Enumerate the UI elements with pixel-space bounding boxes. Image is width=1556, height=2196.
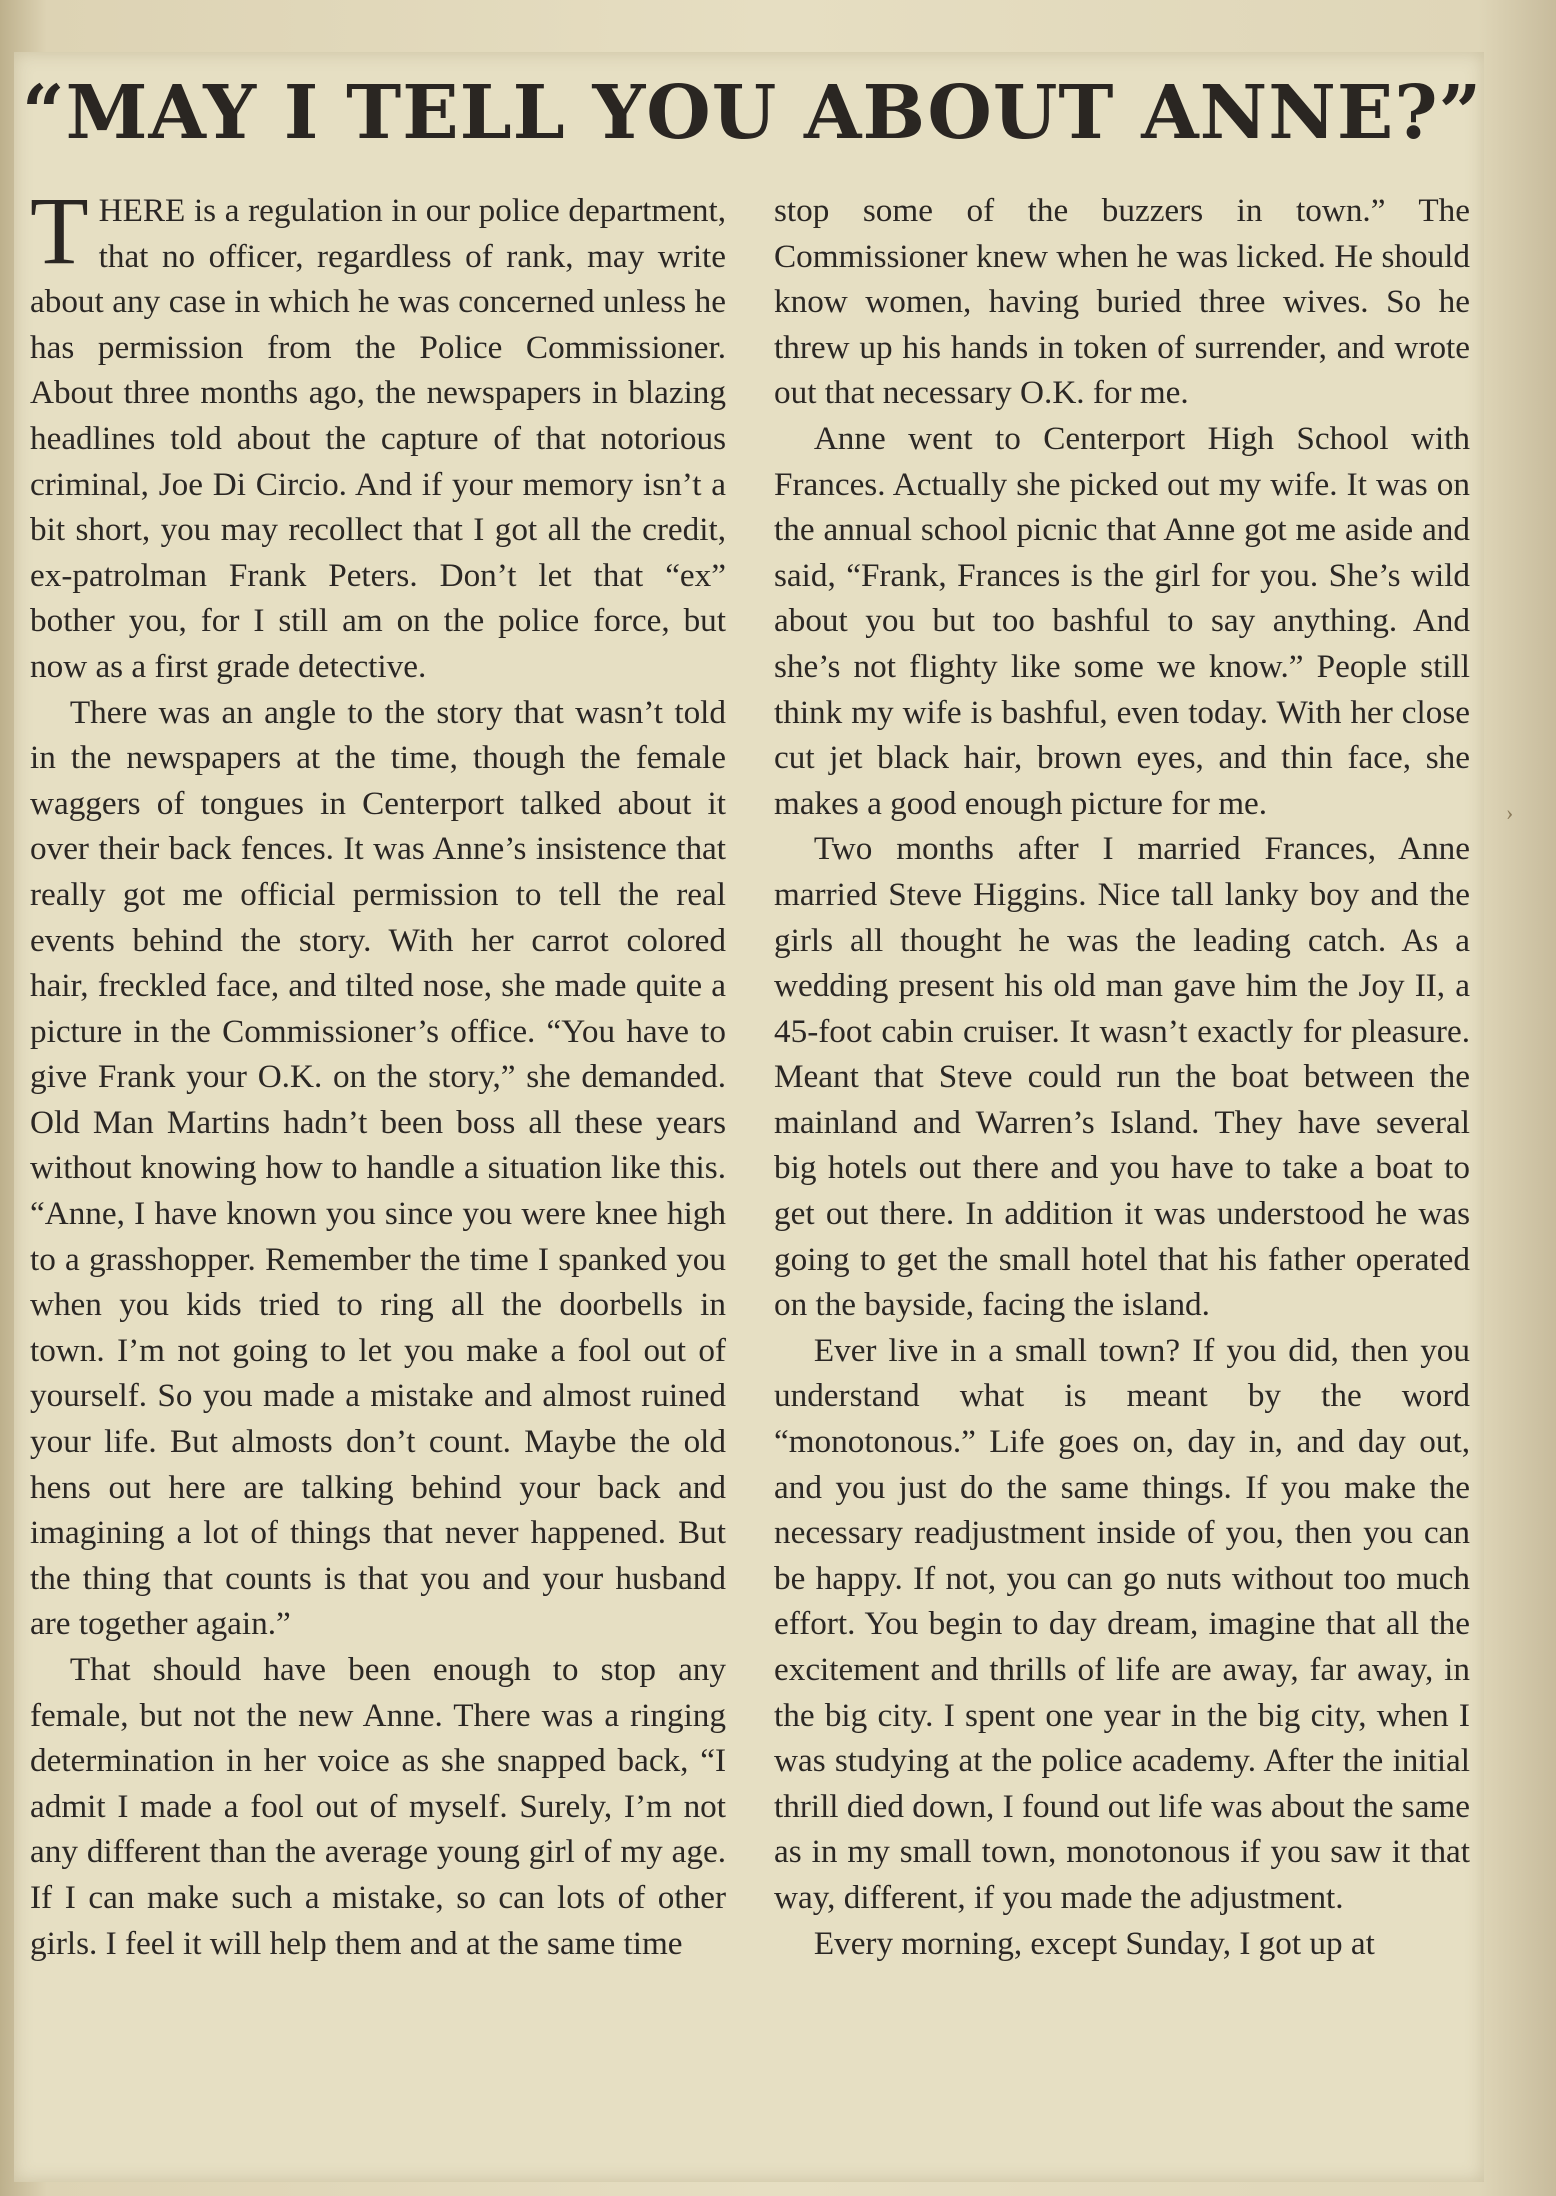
paragraph: Every morning, except Sunday, I got up at	[813, 1924, 1375, 1962]
story-title: “MAY I TELL YOU ABOUT ANNE?”	[22, 70, 1483, 156]
drop-cap: T	[30, 177, 89, 284]
paragraph: There was an angle to the story that wasn’t told in the newspapers at the time, though the female waggers of tongues in Centerport talked about it over their back fences. It was Anne’s insistence that really got me official permission to tell the real events behind the story. With her carrot colored hair, freckled face, and tilted nose, she made quite a picture in the Commissioner’s office. “You have to give Frank your O.K. on the story,” she demanded. Old Man Martins hadn’t been boss all these years without knowing how to handle a situation like this. “Anne, I have known you since you were knee high to a grasshopper. Remember the time I spanked you when you kids tried to ring all the doorbells in town. I’m not going to let you make a fool out of yourself. So you made a mistake and almost ruined your life. But almosts don’t count. Maybe the old hens out here are talking behind your back and imagining a lot of things that never happened. But the thing that counts is that you and your husband are together again.”	[30, 693, 726, 1643]
right-column	[774, 188, 1470, 1966]
paragraph: Ever live in a small town? If you did, then you understand what is meant by the word “monotonous.” Life goes on, day in, and day out, and you just do the same things. If you make the necessary readjustment inside of you, then you can be happy. If not, you can go nuts without too much effort. You begin to day dream, imagine that all the excitement and thrills of life are away, far away, in the big city. I spent one year in the big city, when I was studying at the police academy. After the initial thrill died down, I found out life was about the same as in my small town, monotonous if you saw it that way, different, if you made the adjustment.	[774, 1331, 1470, 1916]
paragraph: Two months after I married Frances, Anne married Steve Higgins. Nice tall lanky boy and the girls all thought he was the leading catch. As a wedding present his old man gave him the Joy II, a 45-foot cabin cruiser. It wasn’t exactly for pleasure. Meant that Steve could run the boat between the mainland and Warren’s Island. They have several big hotels out there and you have to take a boat to get out there. In addition it was understood he was going to get the small hotel that his father operated on the bayside, facing the island.	[774, 830, 1470, 1324]
paragraph-text: HERE is a regulation in our police department, that no officer, regardless of rank, may write about any case in which he was concerned unless he has permission from the Police Commissioner. About three months ago, the newspapers in blazing headlines told about the capture of that notorious criminal, Joe Di Circio. And if your memory isn’t a bit short, you may recollect that I got all the credit, ex-patrolman Frank Peters. Don’t let that “ex” bother you, for I still am on the police force, but now as a first grade detective.	[30, 192, 726, 685]
paragraph: stop some of the buzzers in town.” The Commissioner knew when he was licked. He should know women, having buried three wives. So he threw up his hands in token of surrender, and wrote out that necessary O.K. for me.	[774, 192, 1470, 412]
paragraph: That should have been enough to stop any female, but not the new Anne. There was a ringing determination in her voice as she snapped back, “I admit I made a fool out of myself. Surely, I’m not any different than the average young girl of my age. If I can make such a mistake, so can lots of other girls. I feel it will help them and at the same time	[30, 1651, 726, 1962]
paragraph	[30, 177, 726, 690]
paragraph: Anne went to Centerport High School with Frances. Actually she picked out my wife. It was on the annual school picnic that Anne got me aside and said, “Frank, Frances is the girl for you. She’s wild about you but too bashful to say anything. And she’s not flighty like some we know.” People still think my wife is bashful, even today. With her close cut jet black hair, brown eyes, and thin face, she makes a good enough picture for me.	[774, 419, 1470, 822]
page-edge-mark: ›	[1506, 800, 1514, 825]
left-column	[30, 177, 726, 1966]
